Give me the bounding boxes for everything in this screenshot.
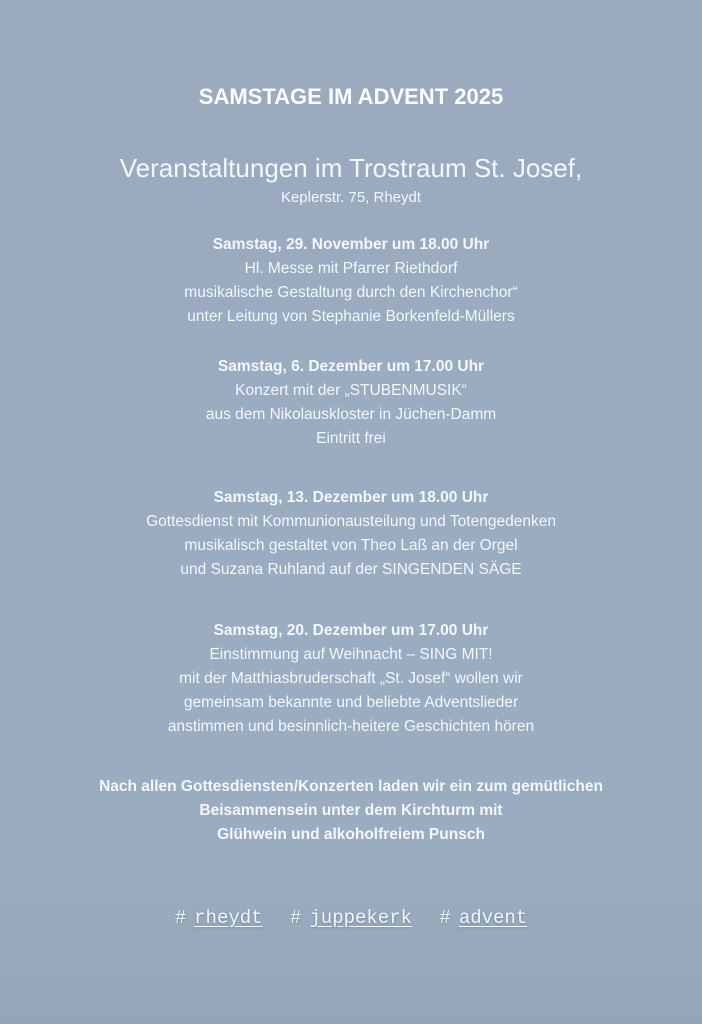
event-line: mit der Matthiasbruderschaft „St. Josef“ wollen wir (179, 670, 523, 687)
hash-symbol: # (174, 907, 187, 929)
closing-line: Glühwein und alkoholfreiem Punsch (217, 826, 485, 843)
hashtag-text: rheydt (194, 907, 263, 929)
event-heading: Samstag, 6. Dezember um 17.00 Uhr (217, 358, 485, 375)
event-line: Eintritt frei (316, 430, 386, 447)
event-line: musikalisch gestaltet von Theo Laß an der Orgel (184, 537, 518, 554)
event-2 (0, 355, 702, 451)
event-line: Gottesdienst mit Kommunionausteilung und Totengedenken (146, 513, 556, 530)
hash-symbol: # (289, 907, 302, 929)
hashtag-text: juppekerk (309, 907, 413, 929)
closing-note (0, 775, 702, 847)
hashtag-rheydt[interactable] (171, 907, 267, 929)
event-line: gemeinsam bekannte und beliebte Adventslieder (183, 694, 519, 711)
closing-line: Nach allen Gottesdiensten/Konzerten laden wir ein zum gemütlichen (99, 778, 603, 795)
event-heading: Samstag, 20. Dezember um 17.00 Uhr (213, 622, 489, 639)
event-3 (0, 486, 702, 582)
address: Keplerstr. 75, Rheydt (280, 189, 422, 206)
event-line: Hl. Messe mit Pfarrer Riethdorf (244, 260, 458, 277)
event-1 (0, 233, 702, 329)
hashtag-advent[interactable] (435, 907, 531, 929)
event-line: unter Leitung von Stephanie Borkenfeld-Müllers (187, 308, 515, 325)
event-line: und Suzana Ruhland auf der SINGENDEN SÄGE (180, 561, 522, 578)
event-4 (0, 619, 702, 739)
subtitle: Veranstaltungen im Trostraum St. Josef, (119, 153, 583, 183)
hashtag-text: advent (458, 907, 528, 929)
event-line: anstimmen und besinnlich-heitere Geschichten hören (167, 718, 535, 735)
event-heading: Samstag, 29. November um 18.00 Uhr (212, 236, 490, 253)
event-heading: Samstag, 13. Dezember um 18.00 Uhr (213, 489, 489, 506)
event-line: Konzert mit der „STUBENMUSIK“ (235, 382, 467, 399)
event-line: musikalische Gestaltung durch den Kirchenchor“ (184, 284, 518, 301)
event-line: Einstimmung auf Weihnacht – SING MIT! (209, 646, 493, 663)
hashtag-juppekerk[interactable] (286, 907, 416, 929)
page-title: SAMSTAGE IM ADVENT 2025 (198, 84, 504, 109)
hashtags (0, 907, 702, 929)
event-line: aus dem Nikolauskloster in Jüchen-Damm (205, 406, 497, 423)
closing-line: Beisammensein unter dem Kirchturm mit (199, 802, 503, 819)
hash-symbol: # (439, 907, 451, 929)
